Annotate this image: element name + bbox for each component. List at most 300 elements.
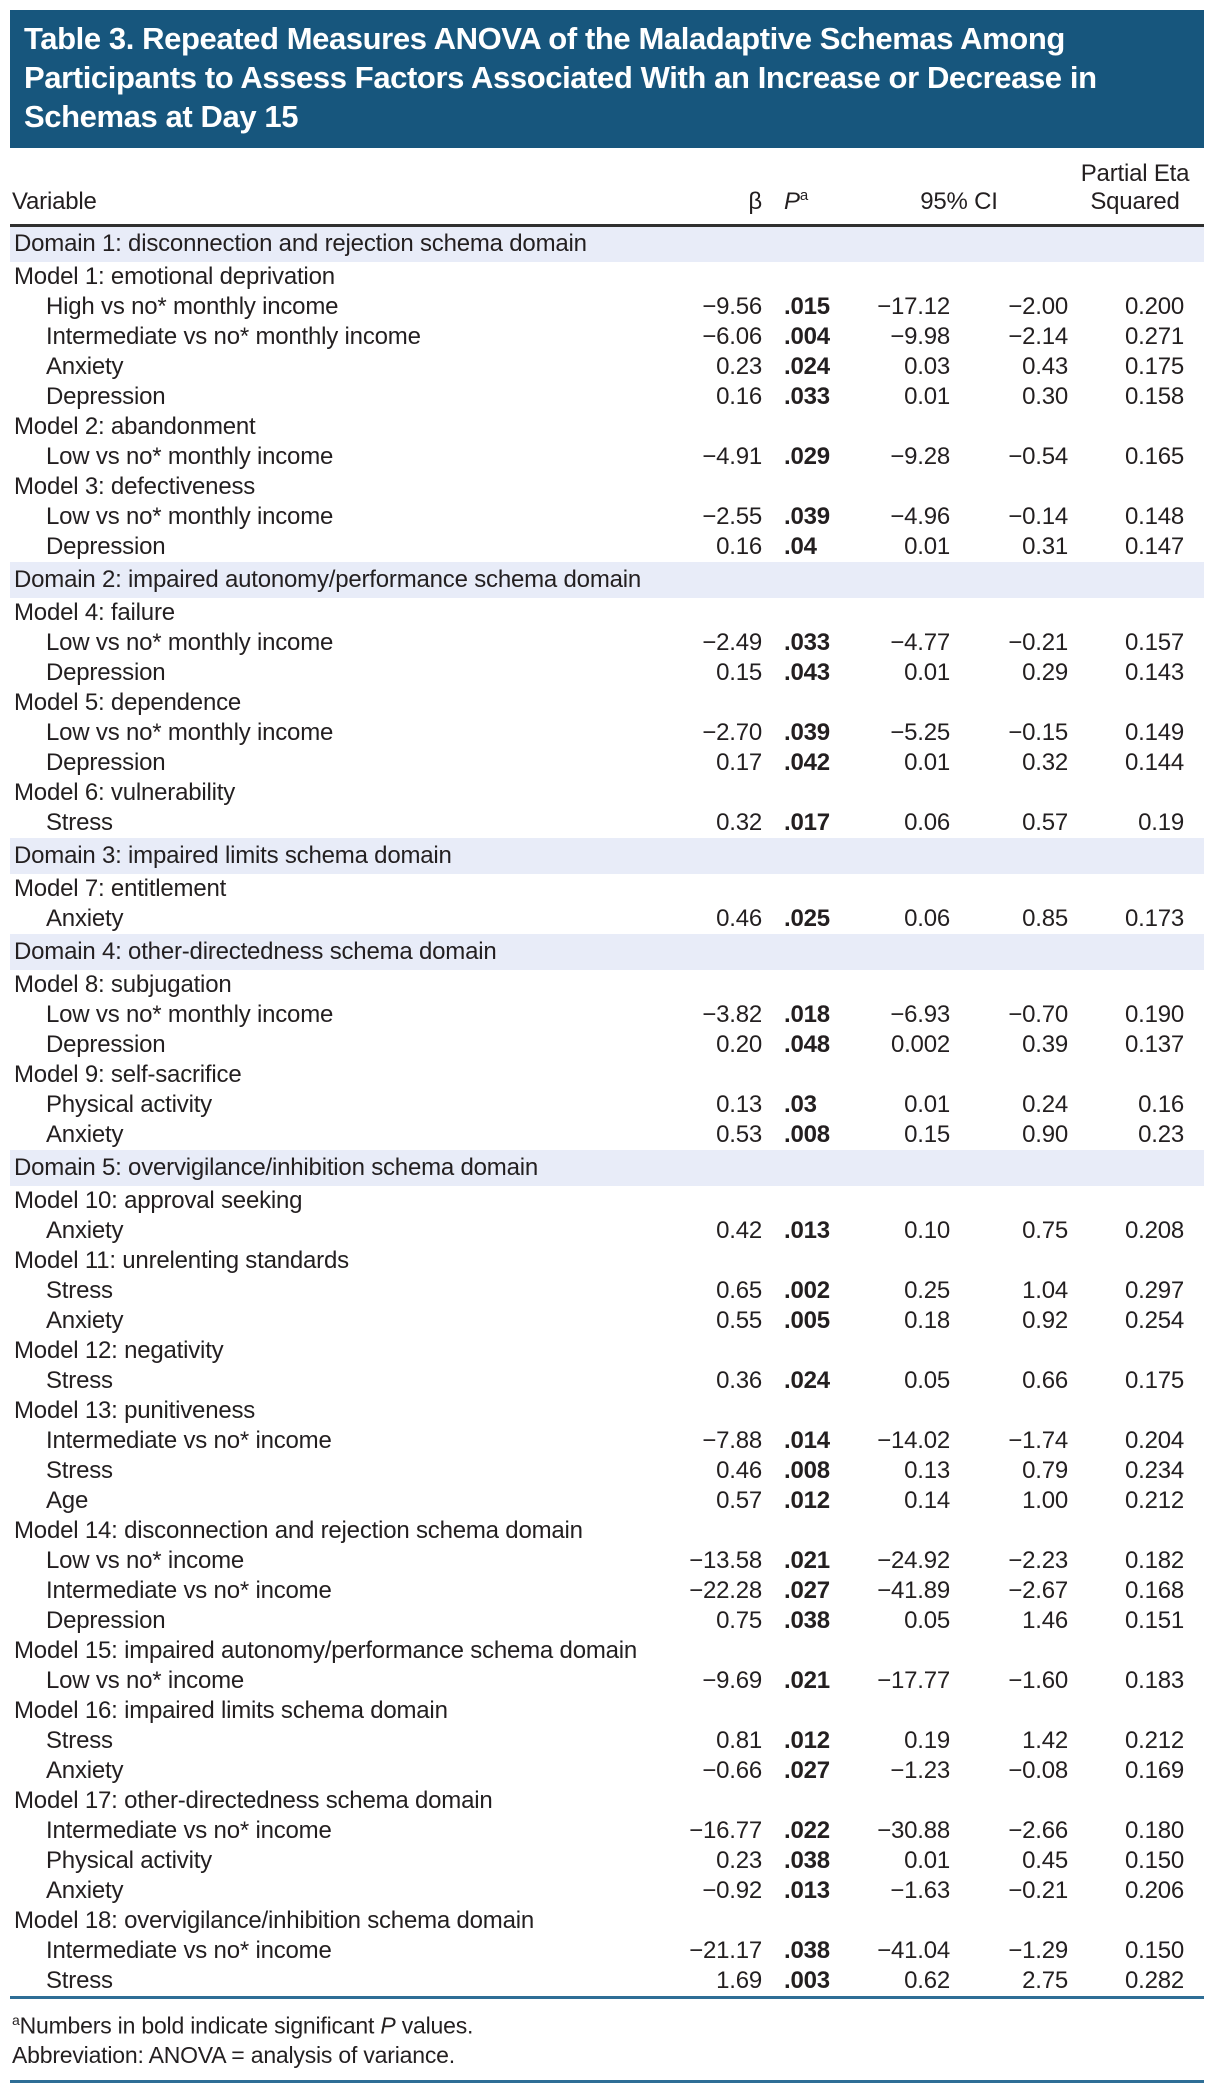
variable-label: Intermediate vs no* income — [46, 1936, 332, 1964]
table-row — [10, 1090, 1204, 1120]
table-title: Table 3. Repeated Measures ANOVA of the Maladaptive Schemas Among Participants to Assess Factors Associated With an Increase or Decrease in Schemas at Day 15 — [24, 21, 1097, 134]
p-value: .038 — [784, 1606, 830, 1634]
partial-eta-squared-value: 0.234 — [1124, 1456, 1185, 1484]
beta-value: −0.92 — [702, 1876, 762, 1904]
variable-label: Anxiety — [46, 352, 124, 380]
model-label: Model 2: abandonment — [14, 412, 256, 440]
beta-value: −0.66 — [702, 1756, 762, 1784]
table-row — [10, 1966, 1204, 1996]
ci-upper-value: −1.60 — [1008, 1666, 1069, 1694]
footnote-a-p-symbol: P — [380, 2012, 396, 2039]
domain-row — [10, 838, 1204, 874]
column-header-ci: 95% CI — [850, 148, 1068, 226]
ci-upper-value: −2.14 — [1008, 322, 1069, 350]
ci-lower-value: −4.96 — [890, 502, 950, 530]
beta-value: −2.70 — [702, 718, 762, 746]
model-row — [10, 1336, 1204, 1366]
ci-lower-value: 0.14 — [904, 1486, 950, 1514]
variable-label: Stress — [46, 1726, 113, 1754]
ci-upper-value: −0.70 — [1008, 1000, 1069, 1028]
variable-label: Low vs no* monthly income — [46, 718, 334, 746]
table-row — [10, 1576, 1204, 1606]
p-value: .033 — [784, 382, 830, 410]
beta-value: −2.55 — [702, 502, 762, 530]
variable-label: Low vs no* monthly income — [46, 502, 334, 530]
ci-upper-value: 0.57 — [1022, 808, 1069, 836]
p-value: .048 — [784, 1030, 830, 1058]
footnote-a-text-after: values. — [395, 2012, 474, 2039]
p-value: .03 — [784, 1090, 817, 1118]
table-title-bar — [10, 10, 1204, 148]
p-symbol: P — [784, 188, 800, 215]
ci-upper-value: 0.31 — [1022, 532, 1069, 560]
table-row — [10, 532, 1204, 562]
ci-upper-value: 0.92 — [1022, 1306, 1069, 1334]
footnote-a-text-before: Numbers in bold indicate significant — [19, 2012, 381, 2039]
beta-value: 0.13 — [716, 1090, 762, 1118]
ci-lower-value: −5.25 — [890, 718, 950, 746]
domain-row — [10, 934, 1204, 970]
table-row — [10, 1756, 1204, 1786]
beta-value: 0.23 — [716, 1846, 762, 1874]
p-value: .022 — [784, 1816, 830, 1844]
partial-eta-squared-value: 0.200 — [1124, 292, 1185, 320]
ci-upper-value: −0.21 — [1008, 628, 1069, 656]
ci-upper-value: 0.75 — [1022, 1216, 1069, 1244]
partial-eta-squared-value: 0.212 — [1124, 1726, 1185, 1754]
partial-eta-squared-value: 0.23 — [1138, 1120, 1185, 1148]
partial-eta-squared-value: 0.297 — [1124, 1276, 1185, 1304]
beta-value: 0.20 — [716, 1030, 762, 1058]
table-row — [10, 1816, 1204, 1846]
ci-lower-value: 0.05 — [904, 1366, 950, 1394]
table-row — [10, 1276, 1204, 1306]
p-value: .008 — [784, 1120, 830, 1148]
domain-label: Domain 5: overvigilance/inhibition schema domain — [10, 1150, 1204, 1186]
column-header-p — [762, 148, 850, 226]
p-value: .018 — [784, 1000, 830, 1028]
model-label: Model 7: entitlement — [14, 874, 227, 902]
domain-row — [10, 562, 1204, 598]
model-row — [10, 262, 1204, 292]
p-value: .004 — [784, 322, 830, 350]
model-label: Model 12: negativity — [14, 1336, 224, 1364]
table-row — [10, 442, 1204, 472]
ci-upper-value: 1.42 — [1022, 1726, 1069, 1754]
model-row — [10, 778, 1204, 808]
model-label: Model 10: approval seeking — [14, 1186, 303, 1214]
variable-label: Depression — [46, 532, 166, 560]
beta-value: −13.58 — [689, 1546, 762, 1574]
ci-upper-value: −0.14 — [1008, 502, 1069, 530]
model-label: Model 14: disconnection and rejection schema domain — [14, 1516, 583, 1544]
partial-eta-squared-value: 0.206 — [1124, 1876, 1185, 1904]
partial-eta-squared-value: 0.151 — [1124, 1606, 1185, 1634]
variable-label: Depression — [46, 658, 166, 686]
variable-label: Depression — [46, 382, 166, 410]
ci-lower-value: −24.92 — [877, 1546, 950, 1574]
variable-label: Depression — [46, 1606, 166, 1634]
model-row — [10, 874, 1204, 904]
variable-label: Anxiety — [46, 1306, 124, 1334]
column-header-beta: β — [610, 148, 762, 226]
partial-eta-squared-value: 0.254 — [1124, 1306, 1185, 1334]
model-label: Model 8: subjugation — [14, 970, 232, 998]
variable-label: Low vs no* monthly income — [46, 1000, 334, 1028]
table-row — [10, 1120, 1204, 1150]
ci-lower-value: 0.03 — [904, 352, 950, 380]
beta-value: 0.42 — [716, 1216, 762, 1244]
ci-lower-value: −9.28 — [890, 442, 950, 470]
ci-lower-value: 0.19 — [904, 1726, 950, 1754]
ci-lower-value: 0.01 — [904, 1846, 950, 1874]
table-row — [10, 1306, 1204, 1336]
p-value: .003 — [784, 1966, 830, 1994]
ci-upper-value: 0.29 — [1022, 658, 1069, 686]
p-value: .033 — [784, 628, 830, 656]
p-value: .042 — [784, 748, 830, 776]
beta-value: 0.23 — [716, 352, 762, 380]
ci-lower-value: 0.01 — [904, 748, 950, 776]
ci-upper-value: −0.54 — [1008, 442, 1069, 470]
model-label: Model 11: unrelenting standards — [14, 1246, 349, 1274]
model-row — [10, 1186, 1204, 1216]
partial-eta-squared-value: 0.19 — [1138, 808, 1185, 836]
variable-label: Anxiety — [46, 1216, 124, 1244]
model-row — [10, 1696, 1204, 1726]
p-value: .024 — [784, 352, 830, 380]
beta-value: −21.17 — [689, 1936, 762, 1964]
table-row — [10, 808, 1204, 838]
variable-label: High vs no* monthly income — [46, 292, 339, 320]
ci-lower-value: 0.01 — [904, 1090, 950, 1118]
beta-value: 0.65 — [716, 1276, 762, 1304]
domain-label: Domain 4: other-directedness schema domain — [10, 934, 1204, 970]
ci-lower-value: 0.002 — [890, 1030, 950, 1058]
p-value: .043 — [784, 658, 830, 686]
model-row — [10, 472, 1204, 502]
table-row — [10, 1000, 1204, 1030]
beta-value: 0.17 — [716, 748, 762, 776]
variable-label: Physical activity — [46, 1846, 212, 1874]
ci-upper-value: −0.08 — [1008, 1756, 1069, 1784]
beta-value: 0.36 — [716, 1366, 762, 1394]
ci-upper-value: 0.30 — [1022, 382, 1069, 410]
model-row — [10, 1246, 1204, 1276]
beta-value: 0.15 — [716, 658, 762, 686]
table-body — [10, 226, 1204, 1996]
ci-lower-value: −4.77 — [890, 628, 950, 656]
partial-eta-squared-value: 0.169 — [1124, 1756, 1185, 1784]
footnote-a — [12, 2005, 1202, 2041]
beta-value: −2.49 — [702, 628, 762, 656]
model-row — [10, 1396, 1204, 1426]
ci-lower-value: 0.06 — [904, 808, 950, 836]
beta-value: −9.56 — [702, 292, 762, 320]
p-value: .04 — [784, 532, 817, 560]
model-row — [10, 688, 1204, 718]
beta-value: −16.77 — [689, 1816, 762, 1844]
p-value: .029 — [784, 442, 830, 470]
ci-upper-value: 0.43 — [1022, 352, 1069, 380]
model-label: Model 15: impaired autonomy/performance schema domain — [14, 1636, 638, 1664]
partial-eta-squared-value: 0.158 — [1124, 382, 1185, 410]
variable-label: Anxiety — [46, 1876, 124, 1904]
model-row — [10, 970, 1204, 1000]
model-label: Model 9: self-sacrifice — [14, 1060, 242, 1088]
ci-upper-value: 0.39 — [1022, 1030, 1069, 1058]
variable-label: Anxiety — [46, 1120, 124, 1148]
partial-eta-squared-value: 0.148 — [1124, 502, 1185, 530]
partial-eta-squared-value: 0.208 — [1124, 1216, 1185, 1244]
model-row — [10, 1516, 1204, 1546]
partial-eta-squared-value: 0.190 — [1124, 1000, 1185, 1028]
footnote-abbreviation: Abbreviation: ANOVA = analysis of variance. — [12, 2042, 455, 2069]
partial-eta-squared-value: 0.282 — [1124, 1966, 1185, 1994]
p-value: .039 — [784, 718, 830, 746]
p-value: .008 — [784, 1456, 830, 1484]
variable-label: Depression — [46, 748, 166, 776]
column-header-variable: Variable — [10, 148, 610, 226]
table-row — [10, 1456, 1204, 1486]
ci-upper-value: −2.67 — [1008, 1576, 1069, 1604]
ci-lower-value: −1.63 — [890, 1876, 950, 1904]
table-row — [10, 904, 1204, 934]
table-row — [10, 1876, 1204, 1906]
beta-value: 0.16 — [716, 382, 762, 410]
table-row — [10, 322, 1204, 352]
p-value: .012 — [784, 1726, 830, 1754]
p-value: .013 — [784, 1876, 830, 1904]
domain-row — [10, 1150, 1204, 1186]
variable-label: Anxiety — [46, 904, 124, 932]
model-row — [10, 1060, 1204, 1090]
domain-row — [10, 226, 1204, 262]
p-value: .027 — [784, 1756, 830, 1784]
beta-value: −6.06 — [702, 322, 762, 350]
p-superscript-a: a — [799, 187, 808, 204]
ci-upper-value: 1.46 — [1022, 1606, 1069, 1634]
variable-label: Stress — [46, 1366, 113, 1394]
header-row — [10, 148, 1204, 226]
p-value: .014 — [784, 1426, 830, 1454]
domain-label: Domain 2: impaired autonomy/performance schema domain — [10, 562, 1204, 598]
partial-eta-squared-value: 0.137 — [1124, 1030, 1185, 1058]
variable-label: Stress — [46, 1456, 113, 1484]
beta-value: 0.75 — [716, 1606, 762, 1634]
ci-lower-value: 0.01 — [904, 658, 950, 686]
partial-eta-squared-value: 0.175 — [1124, 352, 1185, 380]
model-row — [10, 1636, 1204, 1666]
variable-label: Intermediate vs no* income — [46, 1816, 332, 1844]
ci-lower-value: −6.93 — [890, 1000, 950, 1028]
beta-value: −4.91 — [702, 442, 762, 470]
model-label: Model 16: impaired limits schema domain — [14, 1696, 448, 1724]
variable-label: Stress — [46, 1966, 113, 1994]
partial-eta-squared-value: 0.182 — [1124, 1546, 1185, 1574]
table-row — [10, 502, 1204, 532]
table-row — [10, 1366, 1204, 1396]
footnotes — [10, 1999, 1204, 2081]
p-value: .012 — [784, 1486, 830, 1514]
model-row — [10, 412, 1204, 442]
partial-eta-squared-value: 0.157 — [1124, 628, 1185, 656]
ci-upper-value: −2.00 — [1008, 292, 1069, 320]
table-row — [10, 1426, 1204, 1456]
beta-value: −22.28 — [689, 1576, 762, 1604]
domain-label: Domain 1: disconnection and rejection schema domain — [10, 226, 1204, 262]
table-row — [10, 382, 1204, 412]
table-row — [10, 628, 1204, 658]
table-row — [10, 1846, 1204, 1876]
ci-lower-value: −14.02 — [877, 1426, 950, 1454]
ci-upper-value: 0.24 — [1022, 1090, 1069, 1118]
beta-value: −3.82 — [702, 1000, 762, 1028]
ci-upper-value: 0.79 — [1022, 1456, 1069, 1484]
variable-label: Depression — [46, 1030, 166, 1058]
p-value: .027 — [784, 1576, 830, 1604]
p-value: .021 — [784, 1666, 830, 1694]
ci-upper-value: −0.21 — [1008, 1876, 1069, 1904]
partial-eta-squared-value: 0.16 — [1138, 1090, 1185, 1118]
p-value: .002 — [784, 1276, 830, 1304]
model-row — [10, 1906, 1204, 1936]
p-value: .017 — [784, 808, 830, 836]
partial-eta-squared-value: 0.150 — [1124, 1846, 1185, 1874]
ci-lower-value: −41.89 — [877, 1576, 950, 1604]
ci-upper-value: 0.45 — [1022, 1846, 1069, 1874]
model-label: Model 13: punitiveness — [14, 1396, 256, 1424]
ci-upper-value: 2.75 — [1022, 1966, 1069, 1994]
table-row — [10, 1936, 1204, 1966]
partial-eta-squared-value: 0.183 — [1124, 1666, 1185, 1694]
ci-lower-value: 0.05 — [904, 1606, 950, 1634]
variable-label: Low vs no* income — [46, 1546, 245, 1574]
model-label: Model 6: vulnerability — [14, 778, 236, 806]
variable-label: Low vs no* monthly income — [46, 628, 334, 656]
table-row — [10, 352, 1204, 382]
ci-upper-value: 1.04 — [1022, 1276, 1069, 1304]
ci-upper-value: 0.85 — [1022, 904, 1069, 932]
ci-lower-value: 0.10 — [904, 1216, 950, 1244]
ci-upper-value: 0.90 — [1022, 1120, 1069, 1148]
ci-lower-value: −17.12 — [877, 292, 950, 320]
ci-upper-value: −1.29 — [1008, 1936, 1069, 1964]
beta-value: 0.16 — [716, 532, 762, 560]
ci-lower-value: 0.15 — [904, 1120, 950, 1148]
beta-value: 0.46 — [716, 1456, 762, 1484]
p-value: .015 — [784, 292, 830, 320]
variable-label: Low vs no* income — [46, 1666, 245, 1694]
partial-eta-squared-value: 0.175 — [1124, 1366, 1185, 1394]
variable-label: Intermediate vs no* income — [46, 1426, 332, 1454]
table-row — [10, 748, 1204, 778]
ci-lower-value: 0.62 — [904, 1966, 950, 1994]
partial-eta-squared-value: 0.144 — [1124, 748, 1185, 776]
ci-lower-value: −30.88 — [877, 1816, 950, 1844]
domain-label: Domain 3: impaired limits schema domain — [10, 838, 1204, 874]
p-value: .038 — [784, 1846, 830, 1874]
p-value: .005 — [784, 1306, 830, 1334]
ci-lower-value: 0.18 — [904, 1306, 950, 1334]
table-row — [10, 658, 1204, 688]
model-label: Model 5: dependence — [14, 688, 242, 716]
ci-lower-value: 0.01 — [904, 532, 950, 560]
ci-lower-value: −9.98 — [890, 322, 950, 350]
variable-label: Physical activity — [46, 1090, 212, 1118]
p-value: .039 — [784, 502, 830, 530]
variable-label: Low vs no* monthly income — [46, 442, 334, 470]
ci-upper-value: −0.15 — [1008, 718, 1069, 746]
variable-label: Intermediate vs no* monthly income — [46, 322, 421, 350]
ci-upper-value: −1.74 — [1008, 1426, 1069, 1454]
ci-upper-value: 0.66 — [1022, 1366, 1069, 1394]
partial-eta-line1: Partial Eta — [1080, 160, 1190, 187]
model-label: Model 18: overvigilance/inhibition schema domain — [14, 1906, 535, 1934]
beta-value: 1.69 — [716, 1966, 762, 1994]
partial-eta-squared-value: 0.143 — [1124, 658, 1185, 686]
ci-upper-value: 0.32 — [1022, 748, 1069, 776]
table-row — [10, 1486, 1204, 1516]
ci-lower-value: 0.25 — [904, 1276, 950, 1304]
table-row — [10, 1726, 1204, 1756]
beta-value: −9.69 — [702, 1666, 762, 1694]
partial-eta-squared-value: 0.180 — [1124, 1816, 1185, 1844]
beta-value: 0.55 — [716, 1306, 762, 1334]
partial-eta-squared-value: 0.204 — [1124, 1426, 1185, 1454]
model-label: Model 17: other-directedness schema domain — [14, 1786, 493, 1814]
table-row — [10, 1030, 1204, 1060]
variable-label: Stress — [46, 1276, 113, 1304]
beta-value: −7.88 — [702, 1426, 762, 1454]
table-row — [10, 718, 1204, 748]
p-value: .025 — [784, 904, 830, 932]
model-row — [10, 598, 1204, 628]
variable-label: Intermediate vs no* income — [46, 1576, 332, 1604]
model-row — [10, 1786, 1204, 1816]
ci-upper-value: 1.00 — [1022, 1486, 1069, 1514]
p-value: .024 — [784, 1366, 830, 1394]
beta-value: 0.57 — [716, 1486, 762, 1514]
table-row — [10, 1606, 1204, 1636]
table-header — [10, 148, 1204, 226]
footnote-a-marker: a — [12, 2011, 20, 2028]
model-label: Model 4: failure — [14, 598, 175, 626]
ci-lower-value: 0.01 — [904, 382, 950, 410]
table-row — [10, 1216, 1204, 1246]
ci-lower-value: −41.04 — [877, 1936, 950, 1964]
ci-lower-value: 0.06 — [904, 904, 950, 932]
beta-value: 0.81 — [716, 1726, 762, 1754]
beta-value: 0.46 — [716, 904, 762, 932]
anova-table — [10, 148, 1204, 1996]
p-value: .021 — [784, 1546, 830, 1574]
partial-eta-squared-value: 0.173 — [1124, 904, 1185, 932]
partial-eta-squared-value: 0.168 — [1124, 1576, 1185, 1604]
table-row — [10, 292, 1204, 322]
model-label: Model 3: defectiveness — [14, 472, 256, 500]
column-header-partial-eta — [1068, 148, 1204, 226]
table-row — [10, 1546, 1204, 1576]
ci-lower-value: −17.77 — [877, 1666, 950, 1694]
partial-eta-squared-value: 0.149 — [1124, 718, 1185, 746]
p-value: .038 — [784, 1936, 830, 1964]
ci-lower-value: 0.13 — [904, 1456, 950, 1484]
partial-eta-squared-value: 0.147 — [1124, 532, 1185, 560]
p-value: .013 — [784, 1216, 830, 1244]
table-row — [10, 1666, 1204, 1696]
ci-lower-value: −1.23 — [890, 1756, 950, 1784]
